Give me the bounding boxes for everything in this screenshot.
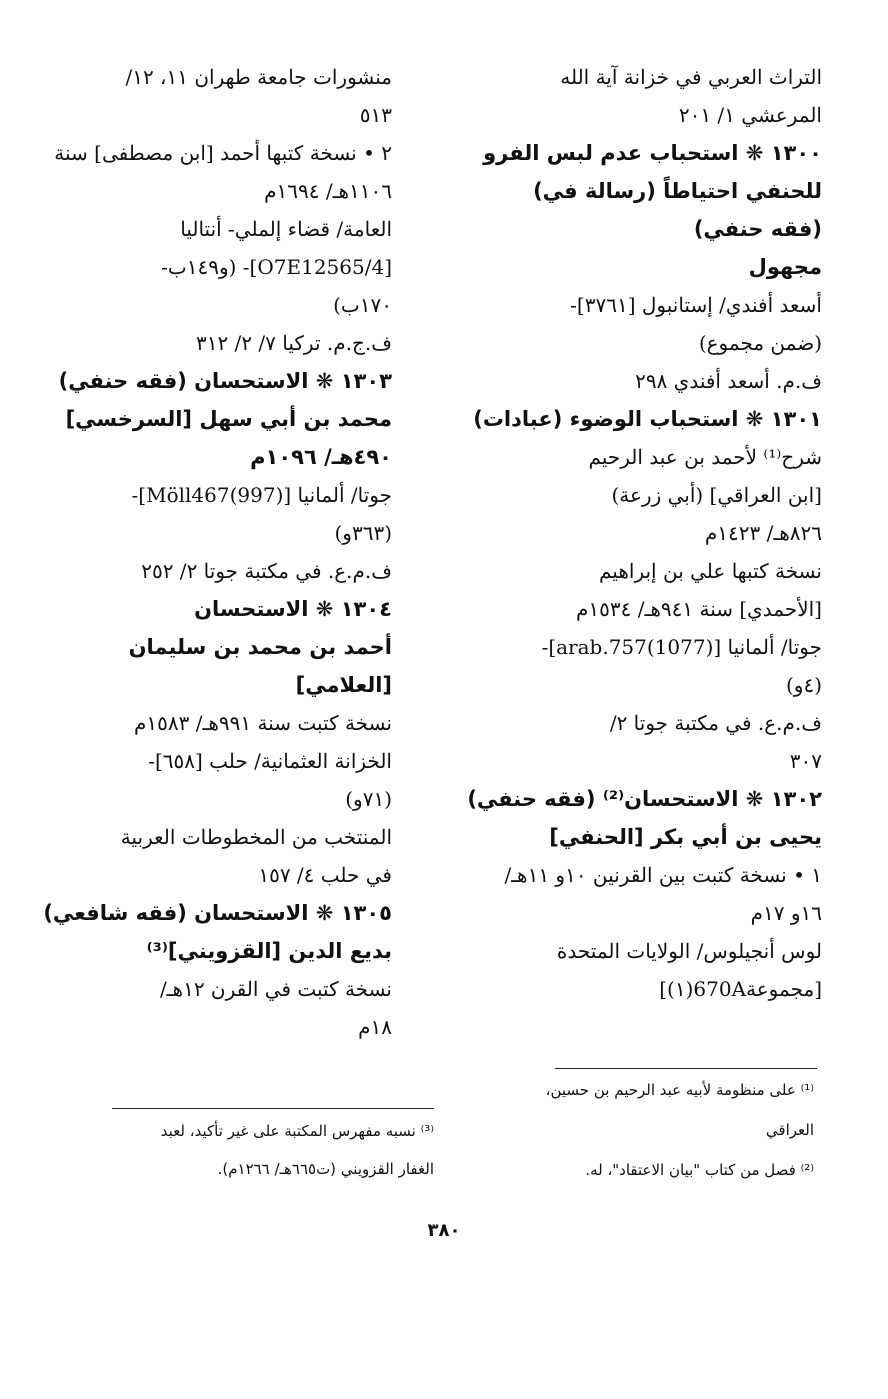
footnote-2: ⁽²⁾ فصل من كتاب "بيان الاعتقاد"، له. [585,1161,814,1179]
footnotes-right [452,1070,814,1190]
entry-title-line: ١٣٠١ ❋ استحباب الوضوء (عبادات) [473,407,822,431]
text-line: [مجموعة670A(١)] [659,977,822,1001]
author-line: مجهول [748,255,822,279]
text-line: ٥١٣ [359,103,392,127]
text-line: ف.ج.م. تركيا ٧/ ٢/ ٣١٢ [195,331,392,355]
footnote-rule-left [112,1108,434,1109]
text-line: ٣٠٧ [789,749,822,773]
text-line: أسعد أفندي/ إستانبول [٣٧٦١]- [570,293,822,317]
footnote-1-continued: العراقي [765,1121,814,1139]
text-line: (ضمن مجموع) [698,331,822,355]
text-line: ف.م. أسعد أفندي ٢٩٨ [635,369,822,393]
text-line: جوتا/ ألمانيا [arab.757(1077)]- [541,635,822,659]
author-line: يحيى بن أبي بكر [الحنفي] [549,825,822,849]
entry-title-line: ١٣٠٥ ❋ الاستحسان (فقه شافعي) [43,901,392,925]
author-line: بديع الدين [القزويني]⁽³⁾ [146,939,392,963]
text-line: ١١٠٦هـ/ ١٦٩٤م [264,179,392,203]
text-line: في حلب ٤/ ١٥٧ [258,863,392,887]
text-line: (٧١و) [345,787,392,811]
text-line: [O7E12565/4]- (و١٤٩ب- [161,255,392,279]
text-line: المرعشي ١/ ٢٠١ [678,103,822,127]
text-line: ١٨م [358,1015,392,1039]
entry-title-line: (فقه حنفي) [693,217,822,241]
text-line: ١٧٠ب) [333,293,392,317]
text-line: ٨٢٦هـ/ ١٤٢٣م [704,521,822,545]
text-line: ١ • نسخة كتبت بين القرنين ١٠و ١١هـ/ [504,863,822,887]
text-line: شرح⁽¹⁾ لأحمد بن عبد الرحيم [588,445,822,469]
text-line: نسخة كتبت في القرن ١٢هـ/ [159,977,392,1001]
text-line: نسخة كتبها علي بن إبراهيم [599,559,822,583]
text-line: الخزانة العثمانية/ حلب [٦٥٨]- [148,749,392,773]
text-line: جوتا/ ألمانيا [Möll467(997)]- [131,483,392,507]
text-line: منشورات جامعة طهران ١١، ١٢/ [125,65,392,89]
footnote-rule-right [555,1068,817,1069]
text-line: (٤و) [785,673,822,697]
text-line: ١٦و ١٧م [750,901,822,925]
author-line: أحمد بن محمد بن سليمان [128,635,392,659]
footnote-1: ⁽¹⁾ على منظومة لأبيه عبد الرحيم بن حسين، [545,1081,814,1099]
entry-title-line: ١٣٠٢ ❋ الاستحسان⁽²⁾ (فقه حنفي) [467,787,822,811]
author-line: ٤٩٠هـ/ ١٠٩٦م [250,445,392,469]
left-column [43,58,392,1046]
entry-title-line: ١٣٠٤ ❋ الاستحسان [194,597,392,621]
footnote-3-continued: الغفار القزويني (ت٦٦٥هـ/ ١٢٦٦م). [217,1160,434,1178]
text-line: نسخة كتبت سنة ٩٩١هـ/ ١٥٨٣م [134,711,392,735]
footnote-3: ⁽³⁾ نسبه مفهرس المكتبة على غير تأكيد، لعبد [160,1122,434,1140]
text-line: [الأحمدي] سنة ٩٤١هـ/ ١٥٣٤م [576,597,822,621]
text-line: العامة/ قضاء إلملي- أنتاليا [180,217,392,241]
page-number: ٣٨٠ [427,1220,461,1241]
right-column [452,58,822,1008]
author-line: [العلامي] [295,673,392,697]
text-line: لوس أنجيلوس/ الولايات المتحدة [556,939,822,963]
text-line: ف.م.ع. في مكتبة جوتا ٢/ [609,711,822,735]
footnotes-left [112,1112,434,1188]
text-line: [ابن العراقي] (أبي زرعة) [611,483,822,507]
author-line: محمد بن أبي سهل [السرخسي] [65,407,392,431]
text-line: التراث العربي في خزانة آية الله [560,65,822,89]
text-line: (٣٦٣و) [334,521,392,545]
entry-title-line: للحنفي احتياطاً (رسالة في) [533,179,822,203]
entry-title-line: ١٣٠٣ ❋ الاستحسان (فقه حنفي) [58,369,392,393]
text-line: ٢ • نسخة كتبها أحمد [ابن مصطفى] سنة [54,141,392,165]
text-line: ف.م.ع. في مكتبة جوتا ٢/ ٢٥٢ [141,559,392,583]
text-line: المنتخب من المخطوطات العربية [120,825,392,849]
entry-title-line: ١٣٠٠ ❋ استحباب عدم لبس الفرو [483,141,822,165]
